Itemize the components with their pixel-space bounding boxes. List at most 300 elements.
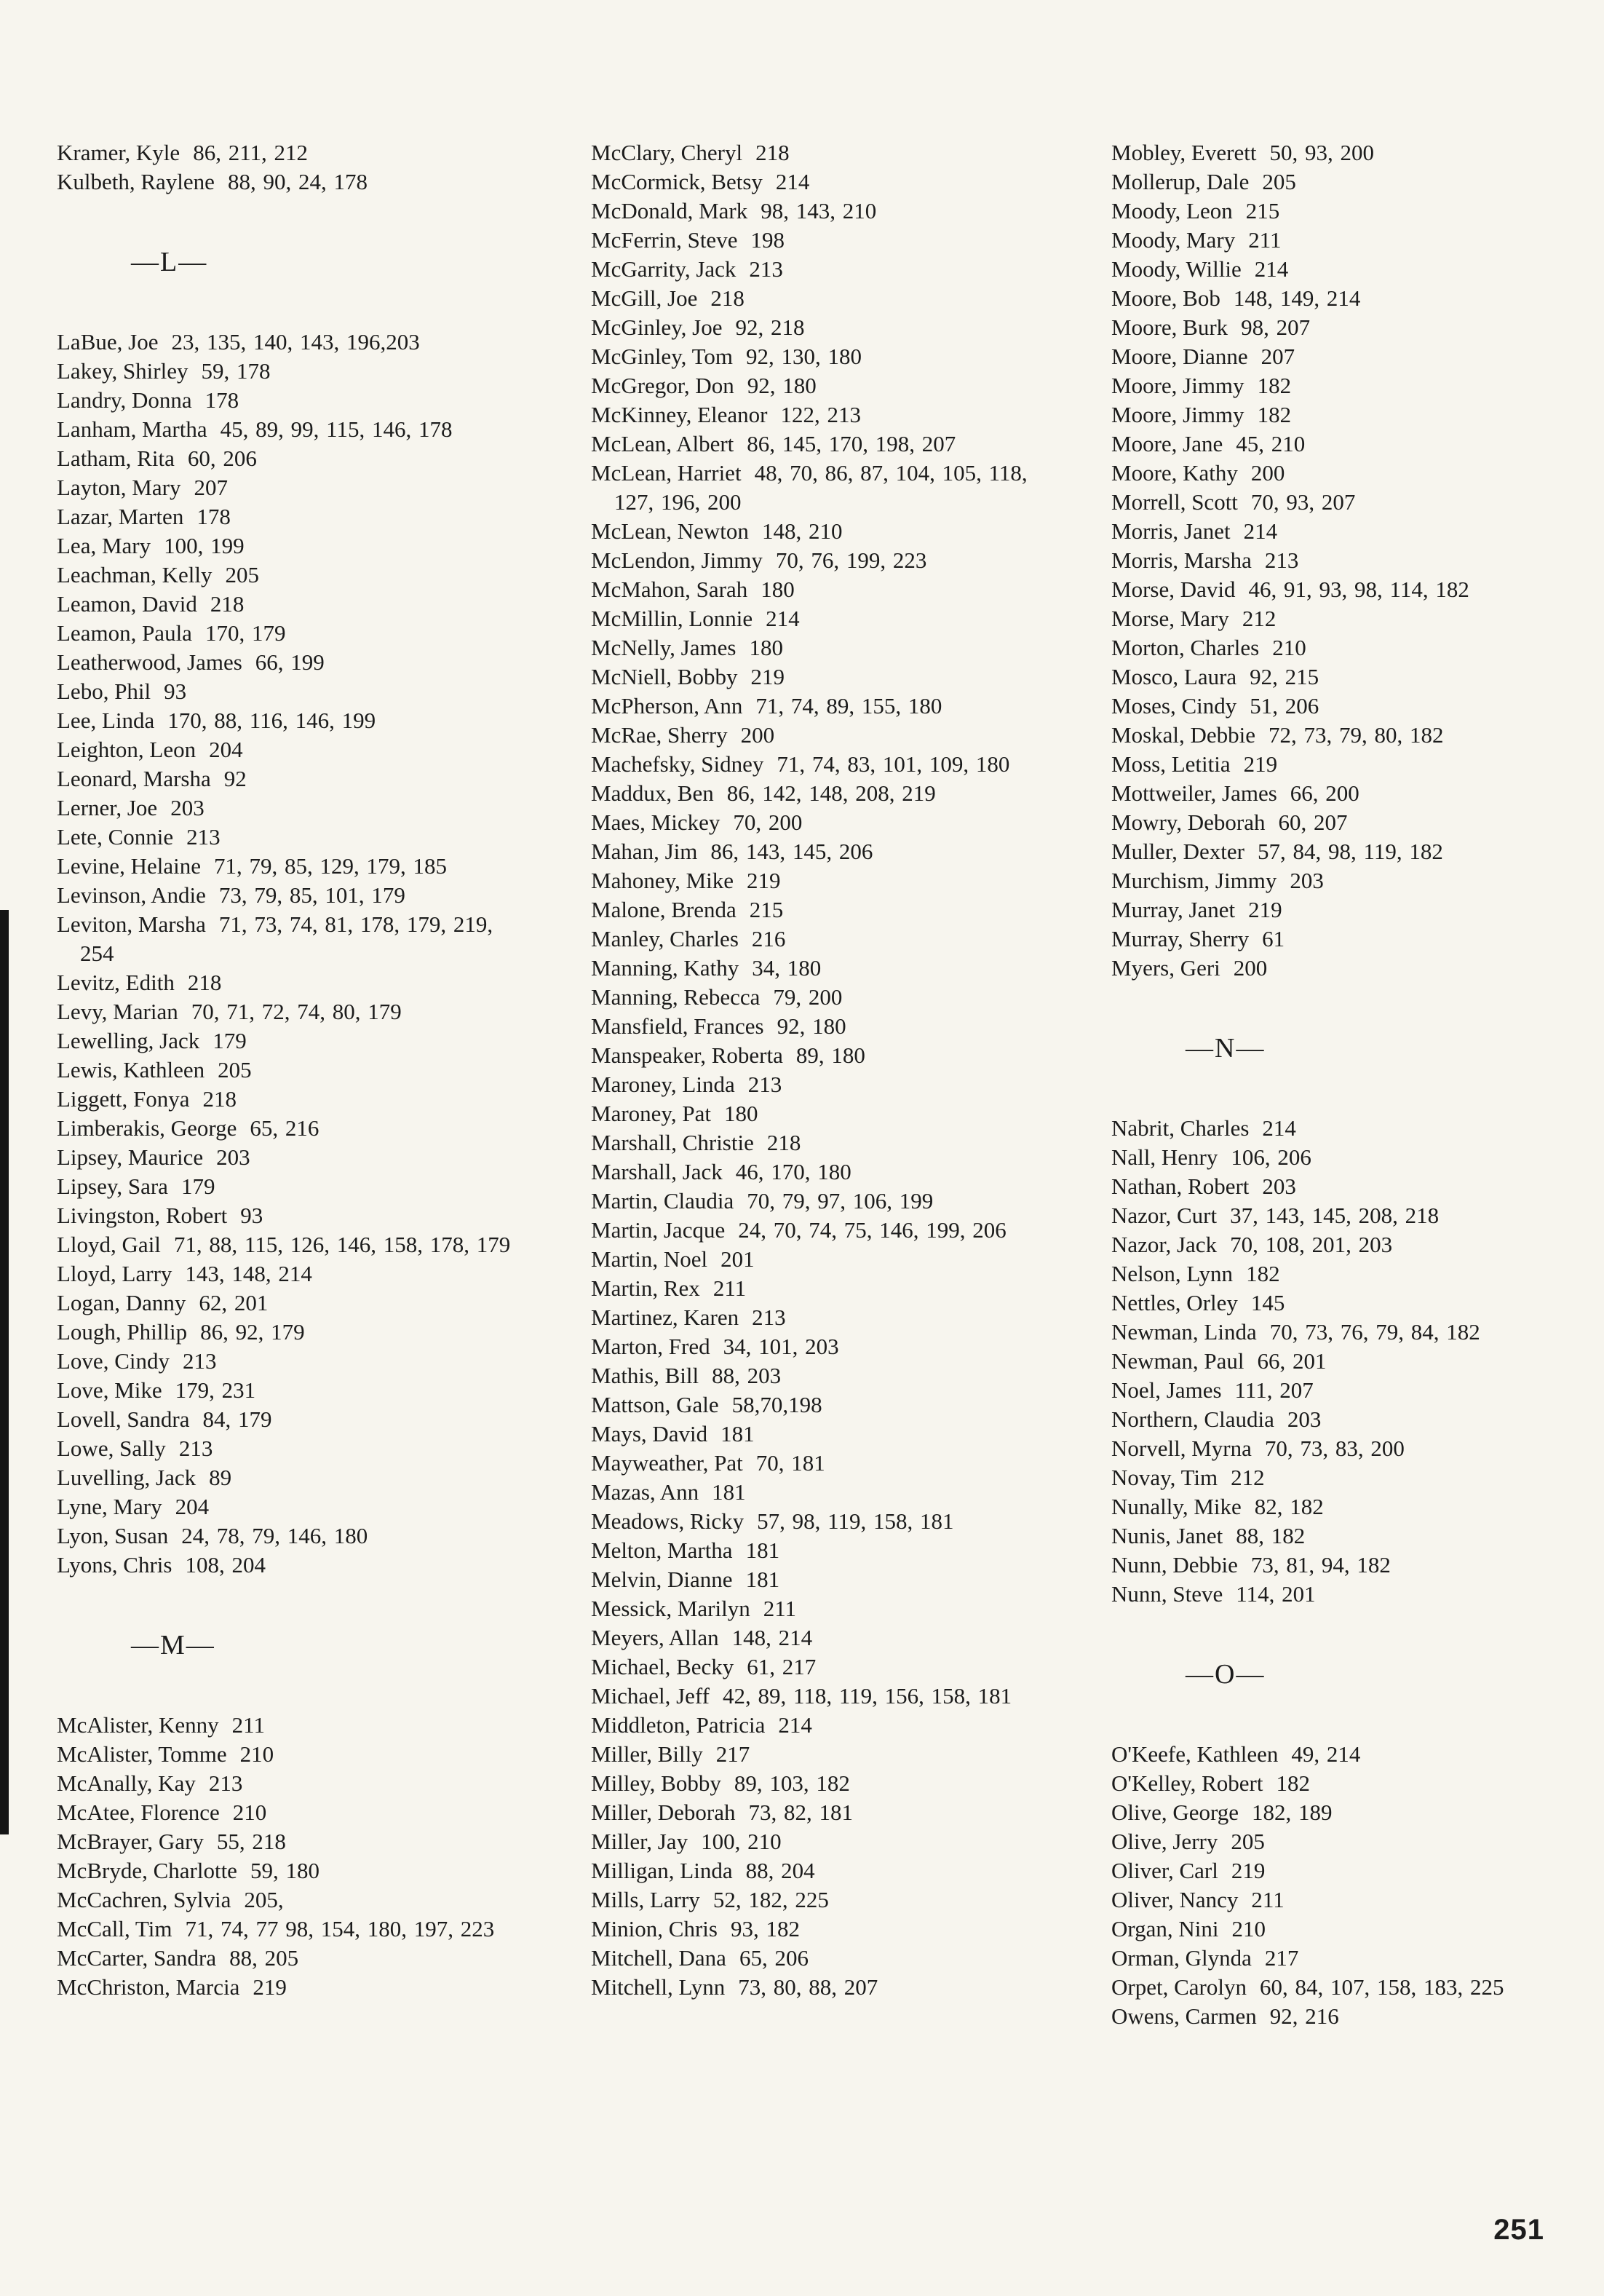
entry-pages: 214 [1243,518,1278,544]
index-entry [591,1245,1057,1274]
entry-pages: 60, 84, 107, 158, 183, 225 [1259,1974,1504,2000]
entry-pages: 148, 210 [761,518,843,544]
index-entry [591,1885,1057,1915]
index-entry [1111,1492,1577,1521]
entry-name: Morrell, Scott [1111,489,1238,515]
index-entry [57,167,523,197]
index-entry [57,1740,523,1769]
entry-pages: 93 [164,678,187,704]
entry-name: McRae, Sherry [591,722,728,748]
index-entry [1111,1259,1577,1288]
entry-name: Marshall, Christie [591,1130,754,1155]
entry-pages: 48, 70, 86, 87, 104, 105, 118, 127, 196, 200 [614,460,1028,515]
entry-pages: 211 [1248,227,1282,253]
entry-pages: 70, 181 [755,1450,825,1476]
letter-section-header [1111,983,1577,1114]
index-entry [1111,575,1577,604]
entry-name: Morris, Janet [1111,518,1231,544]
entry-name: Leamon, David [57,591,197,617]
entry-name: Moody, Leon [1111,198,1233,223]
entry-pages: 61, 217 [747,1654,817,1679]
letter-section-label: —L— [131,247,208,277]
entry-pages: 181 [720,1421,755,1446]
index-entry [1111,837,1577,866]
index-entry [1111,1405,1577,1434]
entry-pages: 148, 214 [731,1625,813,1650]
entry-name: Lete, Connie [57,824,174,850]
index-entry [57,881,523,910]
entry-pages: 55, 218 [216,1829,286,1854]
index-entry [591,779,1057,808]
entry-name: Nall, Henry [1111,1144,1218,1170]
entry-name: Myers, Geri [1111,955,1220,981]
entry-pages: 59, 178 [201,358,271,384]
entry-pages: 71, 73, 74, 81, 178, 179, 219, 254 [80,911,493,966]
entry-pages: 71, 74, 77 98, 154, 180, 197, 223 [185,1916,495,1941]
entry-name: Lewelling, Jack [57,1028,200,1053]
index-entry [57,444,523,473]
entry-pages: 72, 73, 79, 80, 182 [1268,722,1444,748]
entry-name: Muller, Dexter [1111,839,1244,864]
entry-pages: 214 [766,606,800,631]
entry-name: Martin, Rex [591,1275,700,1301]
entry-pages: 218 [710,285,745,311]
index-entry [1111,1885,1577,1915]
entry-pages: 34, 180 [752,955,822,981]
index-entry [1111,255,1577,284]
index-entry [1111,517,1577,546]
entry-pages: 57, 84, 98, 119, 182 [1257,839,1443,864]
entry-name: Lloyd, Gail [57,1232,161,1257]
entry-pages: 212 [1231,1465,1265,1490]
entry-pages: 205 [1231,1829,1265,1854]
index-entry [591,750,1057,779]
index-entry [57,1521,523,1551]
index-entry [591,1099,1057,1128]
entry-name: Melvin, Dianne [591,1567,733,1592]
index-entry [1111,662,1577,692]
entry-name: Northern, Claudia [1111,1406,1274,1432]
index-entry [57,1114,523,1143]
entry-pages: 219 [747,868,781,893]
page-number: 251 [1493,2214,1544,2246]
index-entry [591,1303,1057,1332]
index-column-1 [57,138,523,2002]
entry-name: Manley, Charles [591,926,739,951]
entry-pages: 37, 143, 145, 208, 218 [1230,1203,1440,1228]
index-entry [57,1085,523,1114]
index-entry [1111,1230,1577,1259]
index-entry [1111,1915,1577,1944]
entry-pages: 57, 98, 119, 158, 181 [757,1508,954,1534]
index-entry [1111,750,1577,779]
entry-pages: 98, 207 [1241,314,1311,340]
index-entry [591,808,1057,837]
entry-name: Lee, Linda [57,708,155,733]
index-entry [1111,138,1577,167]
index-entry [1111,1580,1577,1609]
entry-name: Love, Mike [57,1377,162,1403]
entry-name: Mayweather, Pat [591,1450,743,1476]
entry-pages: 73, 79, 85, 101, 179 [218,882,405,908]
entry-pages: 215 [1245,198,1280,223]
entry-name: Milligan, Linda [591,1858,733,1883]
entry-name: Moore, Jimmy [1111,373,1244,398]
entry-pages: 92, 130, 180 [746,344,862,369]
entry-name: Lough, Phillip [57,1319,188,1345]
index-entry [591,1944,1057,1973]
index-column-2 [591,138,1057,2002]
index-entry [57,386,523,415]
index-entry [1111,1856,1577,1885]
entry-pages: 52, 182, 225 [712,1887,829,1912]
entry-pages: 46, 91, 93, 98, 114, 182 [1248,577,1469,602]
entry-pages: 71, 74, 89, 155, 180 [755,693,942,719]
entry-pages: 73, 82, 181 [748,1800,853,1825]
entry-pages: 207 [1260,344,1295,369]
entry-pages: 71, 74, 83, 101, 109, 180 [777,751,1010,777]
entry-pages: 207 [194,475,228,500]
entry-name: Limberakis, George [57,1115,237,1141]
entry-name: McAtee, Florence [57,1800,220,1825]
entry-name: Minion, Chris [591,1916,718,1941]
entry-pages: 24, 70, 74, 75, 146, 199, 206 [738,1217,1007,1243]
entry-pages: 218 [755,140,790,165]
index-entry [57,1798,523,1827]
entry-pages: 210 [239,1741,274,1767]
index-entry [591,633,1057,662]
entry-name: Owens, Carmen [1111,2003,1257,2029]
index-entry [1111,692,1577,721]
entry-name: Lloyd, Larry [57,1261,172,1286]
entry-pages: 203 [1290,868,1324,893]
entry-name: Mansfield, Frances [591,1013,764,1039]
entry-pages: 89, 103, 182 [734,1770,850,1796]
entry-name: McAlister, Kenny [57,1712,219,1738]
index-entry [57,1259,523,1288]
index-entry [591,1769,1057,1798]
index-entry [57,1405,523,1434]
index-entry [591,1449,1057,1478]
entry-pages: 86, 143, 145, 206 [710,839,873,864]
entry-pages: 182 [1246,1261,1280,1286]
entry-name: Leatherwood, James [57,649,242,675]
entry-name: McCarter, Sandra [57,1945,217,1971]
index-entry [1111,1769,1577,1798]
entry-pages: 178 [196,504,231,529]
index-entry [1111,371,1577,400]
entry-name: McGinley, Tom [591,344,734,369]
entry-pages: 182 [1257,373,1292,398]
index-entry [1111,808,1577,837]
entry-name: Miller, Billy [591,1741,703,1767]
entry-name: McBrayer, Gary [57,1829,204,1854]
entry-name: Martinez, Karen [591,1305,739,1330]
index-entry [591,1332,1057,1361]
entry-name: Newman, Paul [1111,1348,1244,1374]
index-entry [591,895,1057,925]
entry-pages: 66, 199 [255,649,325,675]
entry-pages: 179 [180,1173,215,1199]
entry-name: Martin, Noel [591,1246,708,1272]
index-entry [1111,1463,1577,1492]
entry-name: Levitz, Edith [57,970,175,995]
index-entry [591,866,1057,895]
entry-name: Maes, Mickey [591,809,720,835]
entry-pages: 203 [1287,1406,1322,1432]
entry-name: Lakey, Shirley [57,358,188,384]
entry-name: Moskal, Debbie [1111,722,1256,748]
index-entry [591,342,1057,371]
entry-name: Murray, Janet [1111,897,1236,922]
index-entry [591,197,1057,226]
entry-pages: 66, 200 [1290,780,1359,806]
index-entry [591,1973,1057,2002]
entry-pages: 179 [213,1028,247,1053]
entry-pages: 203 [216,1144,250,1170]
entry-pages: 88, 90, 24, 178 [227,169,368,194]
index-entry [57,1288,523,1318]
entry-name: Maddux, Ben [591,780,714,806]
entry-name: Moore, Burk [1111,314,1228,340]
entry-name: McNelly, James [591,635,737,660]
entry-pages: 182 [1257,402,1292,427]
entry-pages: 143, 148, 214 [185,1261,312,1286]
entry-name: Moore, Dianne [1111,344,1248,369]
index-entry [591,1536,1057,1565]
entry-name: McMillin, Lonnie [591,606,753,631]
entry-name: Mitchell, Dana [591,1945,726,1971]
entry-name: Love, Cindy [57,1348,170,1374]
entry-pages: 219 [750,664,785,689]
entry-name: Layton, Mary [57,475,181,500]
entry-name: Marshall, Jack [591,1159,723,1184]
entry-name: McGinley, Joe [591,314,723,340]
index-entry [1111,954,1577,983]
entry-name: Organ, Nini [1111,1916,1219,1941]
entry-pages: 216 [751,926,786,951]
index-entry [1111,779,1577,808]
entry-pages: 214 [778,1712,812,1738]
letter-section-label: —O— [1186,1659,1266,1690]
entry-pages: 92, 218 [735,314,805,340]
index-entry [1111,1740,1577,1769]
entry-pages: 180 [724,1101,758,1126]
entry-name: Manning, Rebecca [591,984,761,1010]
index-entry [591,1740,1057,1769]
index-entry [591,1390,1057,1420]
index-entry [57,619,523,648]
index-entry [591,1041,1057,1070]
index-entry [1111,1288,1577,1318]
entry-pages: 170, 88, 116, 146, 199 [167,708,376,733]
entry-name: Mosco, Laura [1111,664,1237,689]
entry-name: Meadows, Ricky [591,1508,745,1534]
index-entry [591,284,1057,313]
entry-pages: 213 [186,824,221,850]
entry-name: McCachren, Sylvia [57,1887,231,1912]
entry-pages: 92, 215 [1250,664,1319,689]
entry-name: Norvell, Myrna [1111,1436,1252,1461]
entry-pages: 60, 206 [187,446,257,471]
entry-pages: 84, 179 [202,1406,272,1432]
index-entry [57,1201,523,1230]
entry-name: Moses, Cindy [1111,693,1237,719]
index-entry [591,1216,1057,1245]
entry-name: Liggett, Fonya [57,1086,190,1112]
entry-name: McGregor, Don [591,373,734,398]
entry-name: LaBue, Joe [57,329,159,355]
entry-pages: 217 [715,1741,750,1767]
entry-pages: 200 [1233,955,1268,981]
entry-name: Leighton, Leon [57,737,196,762]
index-entry [1111,633,1577,662]
entry-name: O'Keefe, Kathleen [1111,1741,1279,1767]
index-entry [57,1026,523,1056]
entry-name: Moore, Jane [1111,431,1223,456]
letter-section-header [57,1580,523,1711]
index-entry [591,954,1057,983]
entry-name: Mays, David [591,1421,708,1446]
index-entry [591,1915,1057,1944]
entry-name: McGarrity, Jack [591,256,737,282]
entry-name: Morris, Marsha [1111,547,1252,573]
index-entry [57,1973,523,2002]
entry-pages: 148, 149, 214 [1233,285,1361,311]
index-entry [1111,1347,1577,1376]
entry-name: Olive, Jerry [1111,1829,1218,1854]
entry-pages: 219 [1243,751,1278,777]
index-entry [591,837,1057,866]
entry-name: Leamon, Paula [57,620,192,646]
index-entry [57,473,523,502]
entry-name: Leachman, Kelly [57,562,213,587]
entry-name: Nunn, Debbie [1111,1552,1238,1577]
entry-pages: 51, 206 [1250,693,1319,719]
index-entry [57,1056,523,1085]
entry-pages: 71, 88, 115, 126, 146, 158, 178, 179 [173,1232,511,1257]
entry-name: Moore, Bob [1111,285,1220,311]
entry-name: McAnally, Kay [57,1770,196,1796]
entry-pages: 170, 179 [205,620,286,646]
index-entry [57,648,523,677]
entry-name: Mitchell, Lynn [591,1974,726,2000]
index-entry [1111,459,1577,488]
index-entry [1111,1201,1577,1230]
entry-pages: 213 [208,1770,243,1796]
entry-pages: 213 [183,1348,217,1374]
index-entry [57,910,523,968]
entry-name: Lea, Mary [57,533,151,558]
index-entry [1111,925,1577,954]
index-entry [591,226,1057,255]
entry-pages: 211 [1251,1887,1285,1912]
entry-pages: 65, 216 [250,1115,319,1141]
entry-pages: 100, 210 [701,1829,782,1854]
entry-pages: 23, 135, 140, 143, 196,203 [171,329,420,355]
entry-pages: 88, 182 [1236,1523,1306,1548]
index-entry [1111,197,1577,226]
entry-pages: 70, 108, 201, 203 [1230,1232,1393,1257]
entry-name: Newman, Linda [1111,1319,1257,1345]
entry-pages: 201 [720,1246,755,1272]
entry-name: Luvelling, Jack [57,1465,196,1490]
entry-name: Milley, Bobby [591,1770,721,1796]
index-entry [1111,1114,1577,1143]
entry-name: Oliver, Carl [1111,1858,1218,1883]
entry-name: Mahoney, Mike [591,868,734,893]
entry-name: Moody, Mary [1111,227,1236,253]
index-entry [591,546,1057,575]
entry-pages: 200 [740,722,775,748]
entry-name: Mattson, Gale [591,1392,719,1417]
entry-pages: 70, 200 [733,809,803,835]
index-entry [1111,895,1577,925]
entry-pages: 111, 207 [1234,1377,1314,1403]
index-entry [57,1827,523,1856]
entry-pages: 204 [209,737,243,762]
binding-edge-mark [0,910,9,1834]
entry-name: Moore, Jimmy [1111,402,1244,427]
index-entry [591,1682,1057,1711]
index-entry [591,1827,1057,1856]
entry-name: Mathis, Bill [591,1363,699,1388]
entry-name: Noel, James [1111,1377,1222,1403]
entry-name: McFerrin, Steve [591,227,738,253]
index-entry [57,138,523,167]
entry-name: Manning, Kathy [591,955,739,981]
entry-pages: 212 [1242,606,1277,631]
index-entry [591,1594,1057,1623]
entry-pages: 89 [209,1465,232,1490]
entry-name: McClary, Cheryl [591,140,743,165]
index-entry [1111,1827,1577,1856]
entry-pages: 204 [175,1494,210,1519]
entry-pages: 114, 201 [1236,1581,1316,1607]
index-entry [57,357,523,386]
index-entry [57,997,523,1026]
index-entry [1111,313,1577,342]
entry-name: Messick, Marilyn [591,1596,750,1621]
entry-pages: 70, 73, 83, 200 [1264,1436,1405,1461]
entry-name: McPherson, Ann [591,693,743,719]
index-entry [1111,1376,1577,1405]
index-entry [57,590,523,619]
entry-name: Levine, Helaine [57,853,201,879]
entry-pages: 70, 76, 199, 223 [775,547,927,573]
entry-name: McKinney, Eleanor [591,402,768,427]
index-entry [591,1565,1057,1594]
index-entry [591,1798,1057,1827]
entry-name: McAlister, Tomme [57,1741,227,1767]
index-entry [57,1856,523,1885]
index-entry [1111,546,1577,575]
entry-name: Meyers, Allan [591,1625,719,1650]
index-entry [591,1478,1057,1507]
entry-name: Lebo, Phil [57,678,151,704]
index-entry [591,1711,1057,1740]
entry-pages: 211 [712,1275,747,1301]
index-entry [1111,342,1577,371]
entry-pages: 45, 210 [1236,431,1306,456]
entry-pages: 205 [225,562,259,587]
entry-pages: 210 [232,1800,267,1825]
index-entry [591,692,1057,721]
entry-name: Mottweiler, James [1111,780,1277,806]
entry-name: Nathan, Robert [1111,1173,1250,1199]
index-entry [57,1492,523,1521]
entry-pages: 106, 206 [1231,1144,1311,1170]
